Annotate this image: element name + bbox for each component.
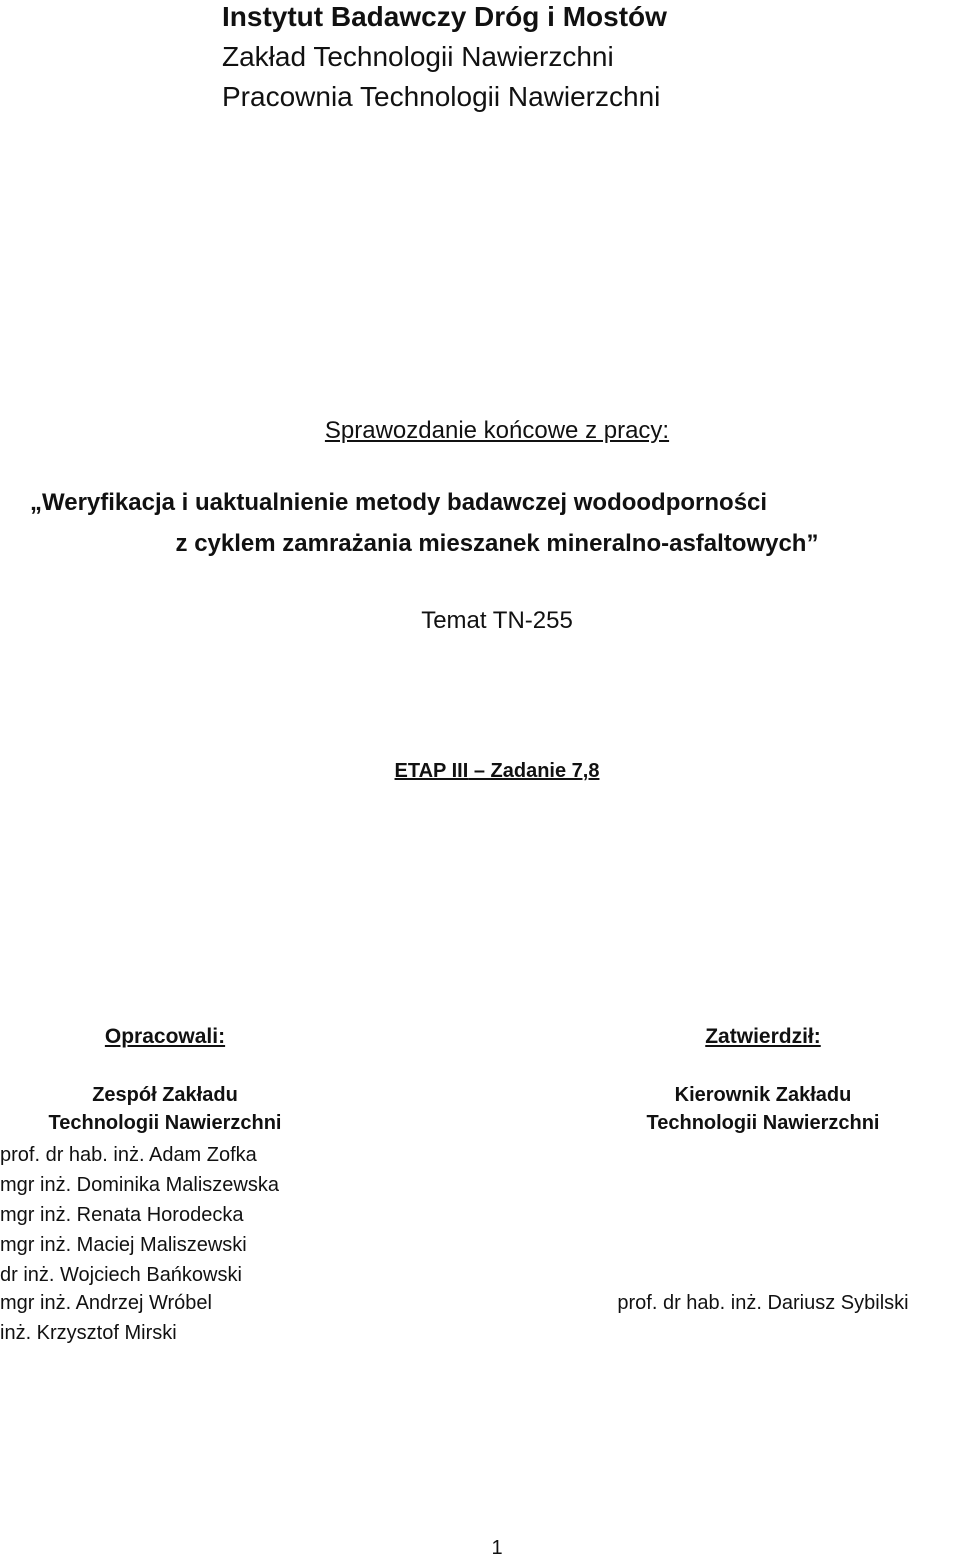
stage-separator: – [468, 760, 491, 782]
author-item: mgr inż. Renata Horodecka [0, 1204, 244, 1226]
team-line-2: Technologii Nawierzchni [48, 1112, 282, 1134]
authors-heading: Opracowali: [104, 1025, 226, 1048]
team-line-1: Zespół Zakładu [92, 1084, 238, 1106]
stage-prefix: ETAP III [394, 760, 469, 782]
institute-name: Instytut Badawczy Dróg i Mostów [222, 1, 667, 32]
report-title-line-1: „Weryfikacja i uaktualnienie metody badawczej wodoodporności [30, 489, 768, 516]
report-title-line-2: z cyklem zamrażania mieszanek mineralno-asfaltowych” [175, 530, 819, 557]
approver-role-line-1: Kierownik Zakładu [674, 1084, 852, 1106]
report-label: Sprawozdanie końcowe z pracy: [324, 417, 670, 444]
page-number: 1 [491, 1537, 503, 1559]
author-item: dr inż. Wojciech Bańkowski [0, 1264, 242, 1286]
stage-task: Zadanie 7,8 [490, 760, 600, 782]
lab-name: Pracownia Technologii Nawierzchni [222, 81, 661, 112]
approver-name: prof. dr hab. inż. Dariusz Sybilski [617, 1292, 909, 1314]
approver-role-line-2: Technologii Nawierzchni [646, 1112, 880, 1134]
author-item: mgr inż. Dominika Maliszewska [0, 1174, 279, 1196]
author-item: mgr inż. Maciej Maliszewski [0, 1234, 247, 1256]
department-name: Zakład Technologii Nawierzchni [222, 41, 614, 72]
report-subject: Temat TN-255 [421, 607, 573, 634]
author-item: mgr inż. Andrzej Wróbel [0, 1292, 212, 1314]
author-item: prof. dr hab. inż. Adam Zofka [0, 1144, 257, 1166]
author-item: inż. Krzysztof Mirski [0, 1322, 177, 1344]
approval-heading: Zatwierdził: [705, 1025, 821, 1048]
report-stage [0, 757, 960, 785]
